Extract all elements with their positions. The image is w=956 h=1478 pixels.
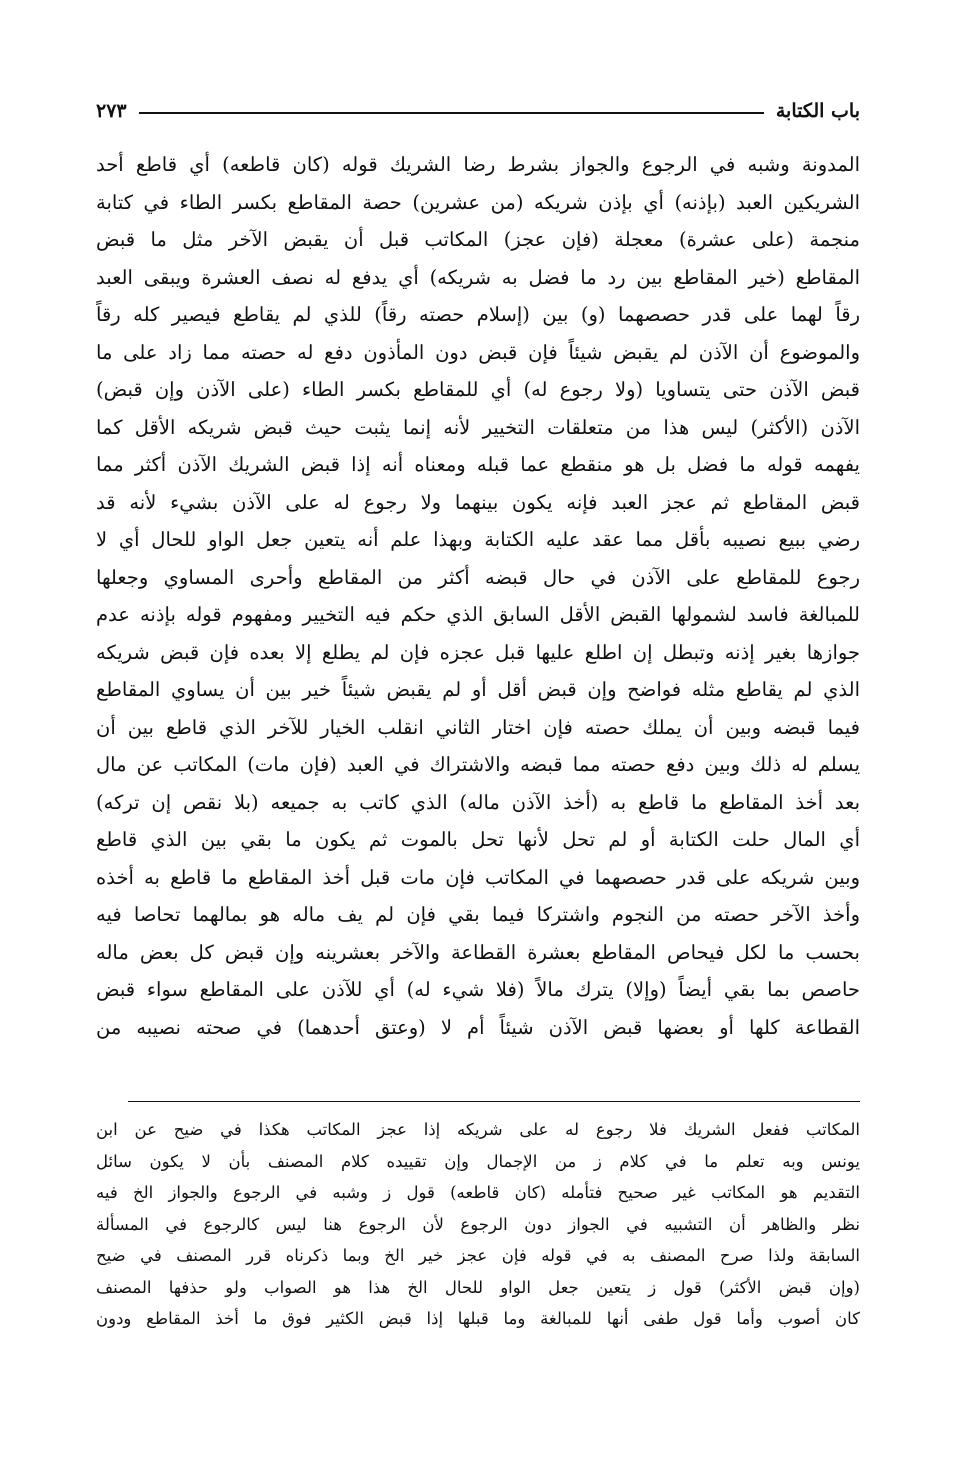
running-title: باب الكتابة (775, 100, 860, 122)
footnote-line: يونس وبه تعلم ما في كلام ز من الإجمال وإن تقييده كلام المصنف بأن لا يكون سائل (96, 1151, 860, 1171)
header-rule (139, 112, 764, 114)
text-line: رقاً لهما على قدر حصصهما (و) بين (إسلام حصته رقاً) للذي لم يقاطع فيصير كله رقاً (96, 303, 860, 326)
text-line: وأخذ الآخر حصته من النجوم واشتركا فيما بقي فإن لم يف ماله هو بمالهما تحاصا فيه (96, 903, 860, 926)
footnote-line: (وإن قبض الأكثر) قول ز يتعين جعل الواو للحال الخ هذا هو الصواب ولو حذفها المصنف (96, 1277, 860, 1297)
text-line: قبض المقاطع ثم عجز العبد فإنه يكون بينهما ولا رجوع له على الآذن بشيء لأنه قد (96, 490, 860, 514)
text-line: جوازها بغير إذنه وتبطل إن اطلع عليها قبل عجزه فإن لم يطلع إلا بعده فإن قبض شريكه (96, 640, 860, 664)
text-line: بعد أخذ المقاطع ما قاطع به (أخذ الآذن ماله) الذي كاتب به جميعه (بلا نقص إن تركه) (96, 790, 860, 814)
text-line: يسلم له ذلك وبين دفع حصته مما قبضه والاشتراك في العبد (فإن مات) المكاتب عن مال (96, 753, 860, 776)
page-number: ٢٧٣ (96, 100, 127, 122)
footnote-line: السابقة ولذا صرح المصنف به في قوله فإن عجز خير الخ وبما ذكرناه قرر المصنف في ضيح (96, 1246, 860, 1265)
text-line: الشريكين العبد (بإذنه) أي بإذن شريكه (من عشرين) حصة المقاطع بكسر الطاء في كتابة (96, 190, 860, 214)
text-line: المقاطع (خير المقاطع بين رد ما فضل به شريكه) أي يدفع له نصف العشرة ويبقى العبد (96, 265, 860, 289)
text-line: والموضوع أن الآذن لم يقبض شيئاً فإن قبض دون المأذون دفع له حصته مما زاد على ما (96, 340, 860, 364)
text-line: منجمة (على عشرة) معجلة (فإن عجز) المكاتب قبل أن يقبض الآخر مثل ما قبض (96, 228, 860, 251)
text-line: قبض الآذن حتى يتساويا (ولا رجوع له) أي للمقاطع بكسر الطاء (على الآذن وإن قبض) (96, 378, 860, 401)
text-line: الآذن (الأكثر) ليس هذا من متعلقات التخيير لأنه إنما يثبت حيث قبض شريكه الأقل كما (96, 415, 860, 439)
text-line: رجوع للمقاطع على الآذن في حال قبضه أكثر من المقاطع وأحرى المساوي وجعلها (96, 565, 860, 589)
footnote-line: نظر والظاهر أن التشبيه في الجواز دون الرجوع لأن الرجوع هنا ليس كالرجوع في المسألة (96, 1214, 860, 1234)
main-text (96, 146, 860, 1046)
footnote-line: التقديم هو المكاتب غير صحيح فتأمله (كان قاطعه) قول ز وشبه في الرجوع والجواز الخ فيه (96, 1183, 860, 1202)
text-line: فيما قبضه وبين أن يملك حصته فإن اختار الثاني انقلب الخيار للآخر الذي قاطع بين أن (96, 715, 860, 739)
text-line: بحسب ما لكل فيحاص المقاطع بعشرة القطاعة والآخر بعشرينه وإن قبض كل بعض ماله (96, 940, 860, 964)
footnote-rule (128, 1101, 860, 1102)
text-line: حاصص بما بقي أيضاً (وإلا) يترك مالاً (فلا شيء له) أي للآذن على المقاطع سواء قبض (96, 978, 860, 1001)
footnote-line: كان أصوب وأما قول طفى أنها للمبالغة وما قبلها إذا قبض الكثير فوق ما أخذ المقاطع ودون (96, 1309, 860, 1328)
text-line: للمبالغة فاسد لشمولها القبض الأقل السابق الذي حكم فيه التخيير ومفهوم قوله بإذنه عدم (96, 603, 860, 626)
text-line: المدونة وشبه في الرجوع والجواز بشرط رضا الشريك قوله (كان قاطعه) أي قاطع أحد (96, 153, 860, 176)
text-line: الذي لم يقاطع مثله فواضح وإن قبض أقل أو لم يقبض شيئاً خير بين أن يساوي المقاطع (96, 678, 860, 701)
footnotes (96, 1114, 860, 1335)
text-line: رضي ببيع نصيبه بأقل مما عقد عليه الكتابة وبهذا علم أنه يتعين جعل الواو للحال أي لا (96, 528, 860, 551)
text-line: القطاعة كلها أو بعضها قبض الآذن شيئاً أم لا (وعتق أحدهما) في صحته نصيبه من (96, 1015, 860, 1039)
text-line: يفهمه قوله ما فضل بل هو منقطع عما قبله ومعناه أنه إذا قبض الشريك الآذن أكثر مما (96, 453, 860, 476)
text-line: أي المال حلت الكتابة أو لم تحل لأنها تحل بالموت ثم يكون ما بقي بين الذي قاطع (96, 828, 860, 851)
footnote-line: المكاتب ففعل الشريك فلا رجوع له على شريكه إذا عجز المكاتب هكذا في ضيح عن ابن (96, 1120, 860, 1139)
page-header (96, 88, 860, 122)
text-line: وبين شريكه على قدر حصصهما في المكاتب فإن مات قبل أخذ المقاطع ما قاطع به أخذه (96, 865, 860, 889)
